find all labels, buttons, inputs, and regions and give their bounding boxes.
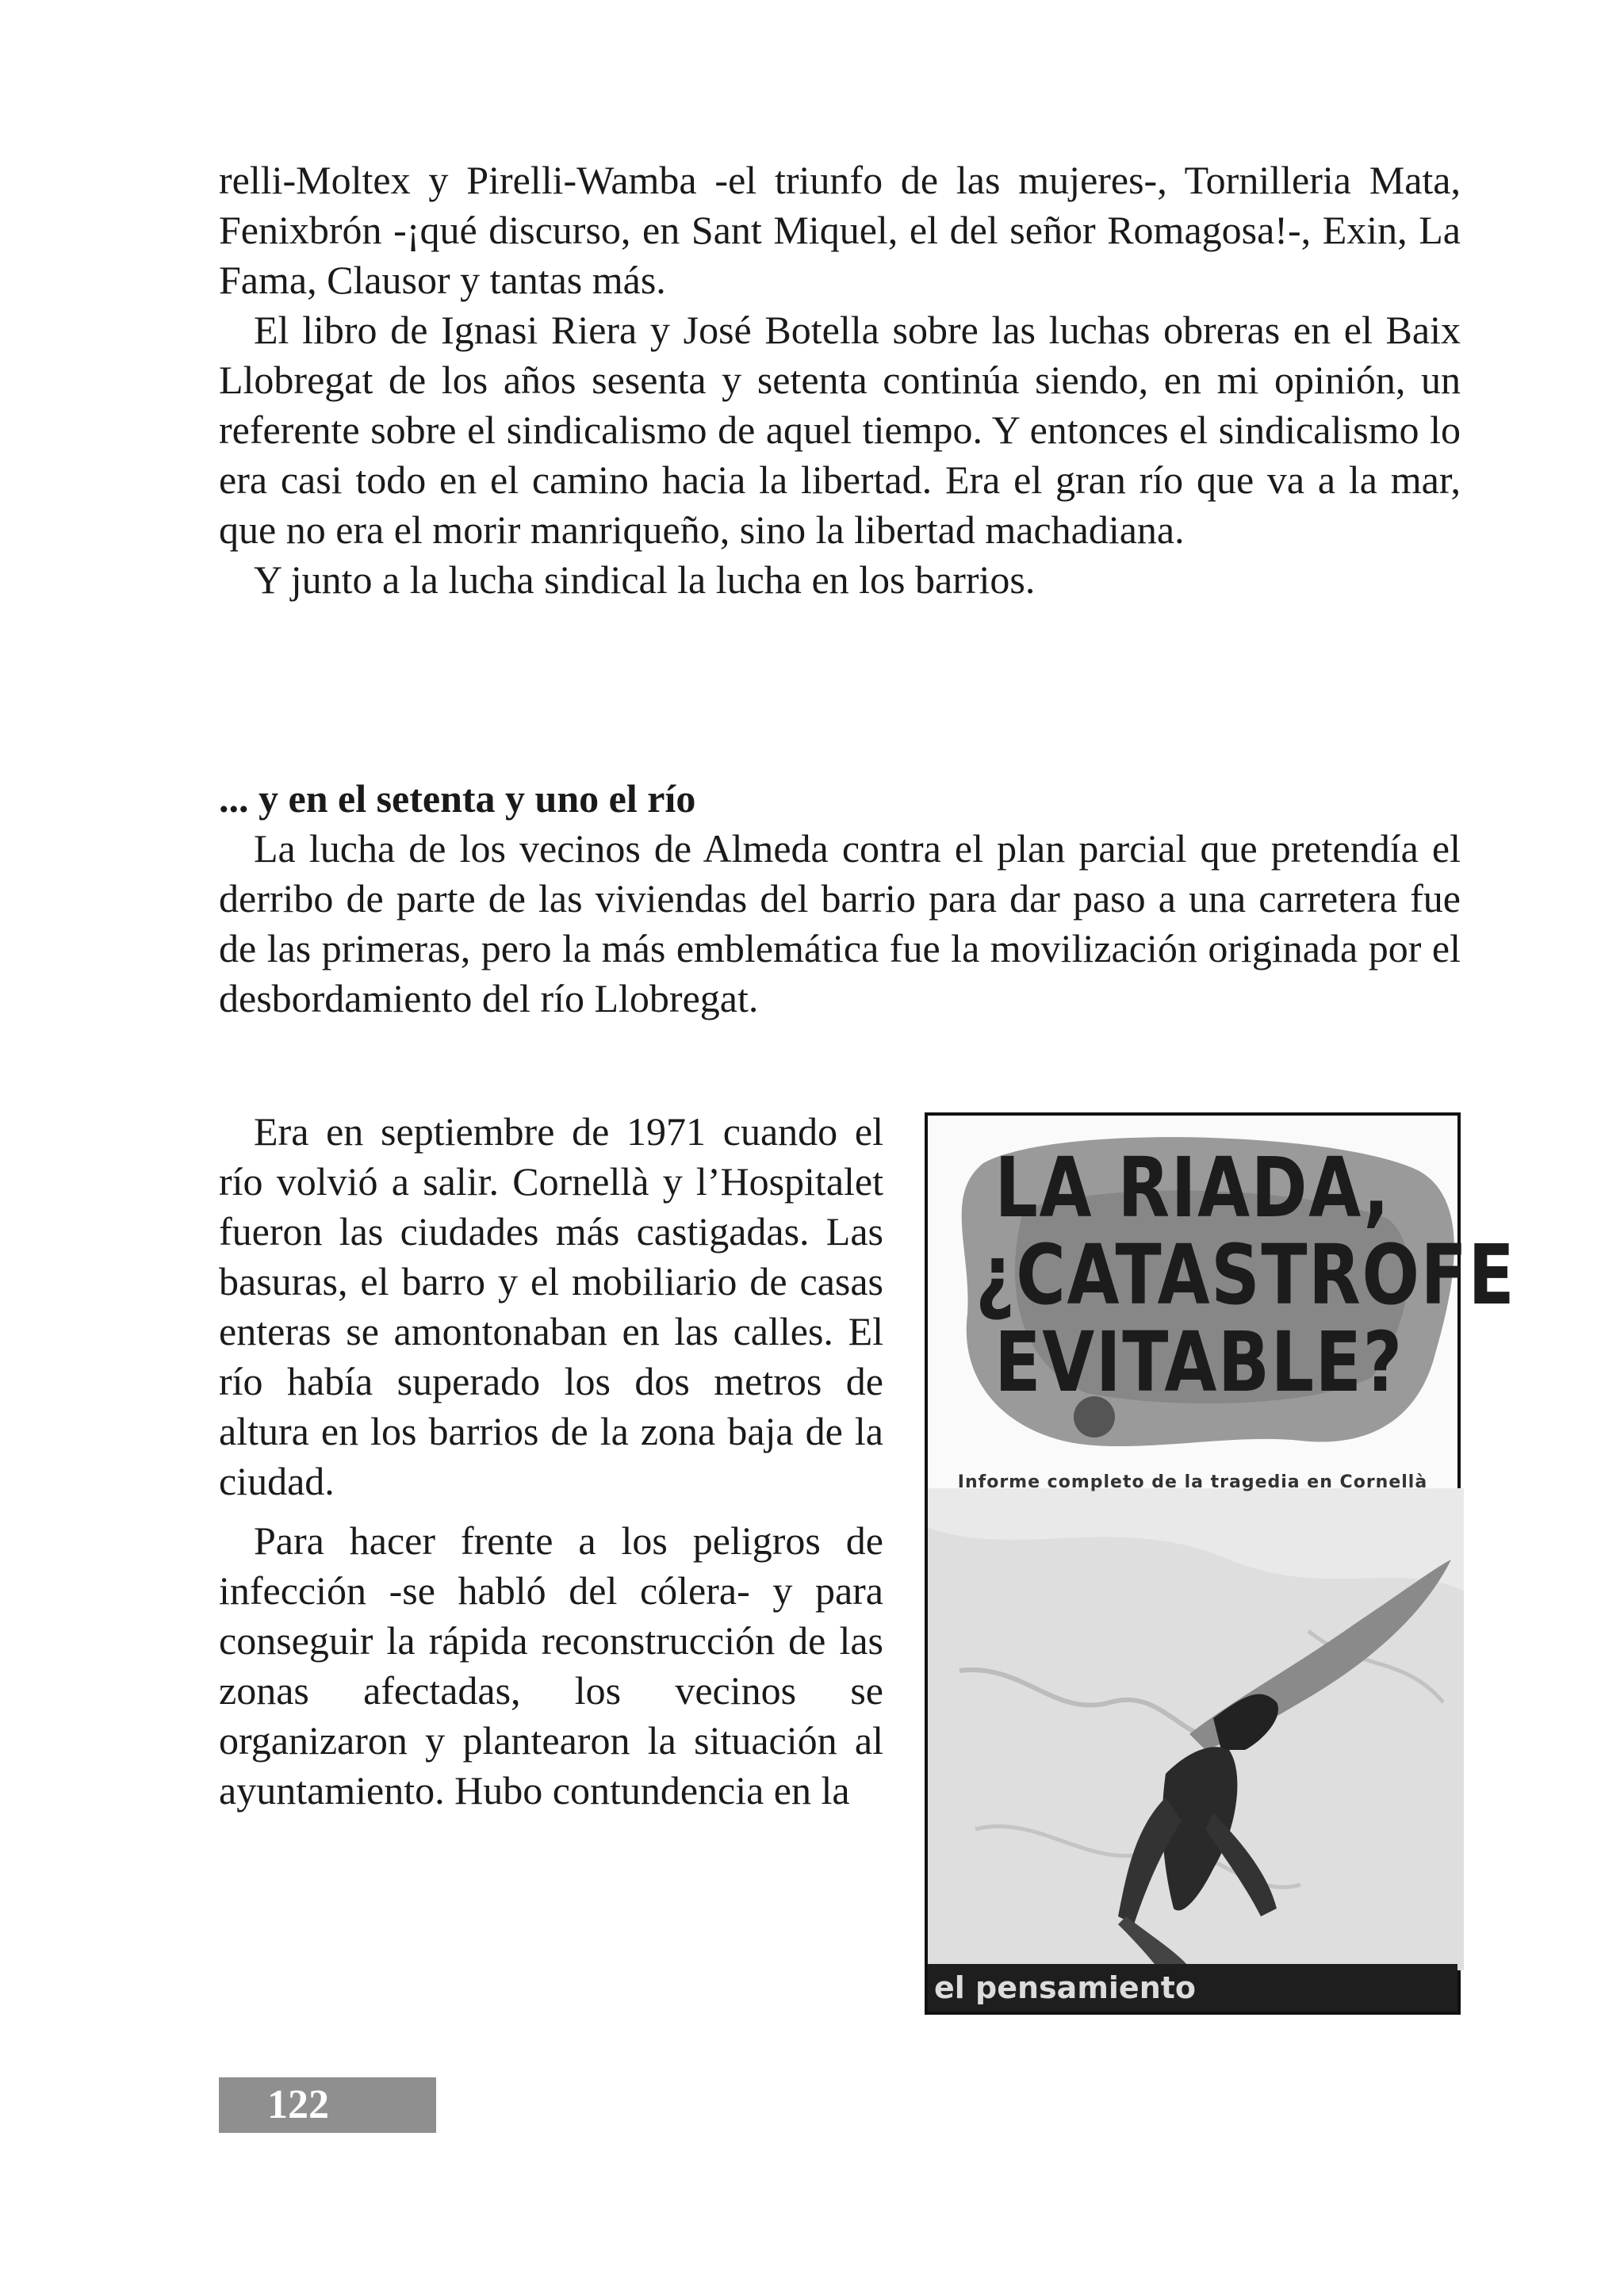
poster-title-line: ¿CATASTROFE (975, 1227, 1516, 1323)
body-text-column (219, 1107, 883, 1816)
body-text-middle (219, 824, 1461, 1024)
poster-subtitle: Informe completo de la tragedia en Cornellà (957, 1472, 1428, 1492)
poster-title-line: EVITABLE? (994, 1314, 1404, 1411)
poster-footer: el pensamiento (928, 1964, 1457, 2012)
section-heading: ... y en el setenta y uno el río (219, 776, 696, 821)
poster-image (925, 1112, 1516, 2015)
paragraph: El libro de Ignasi Riera y José Botella sobre las luchas obreras en el Baix Llobregat de los años sesenta y setenta continúa siendo, en mi opinión, un referente sobre el sindicalismo de aquel tiempo. Y entonces el sindicalismo lo era casi todo en el camino hacia la libertad. Era el gran río que va a la mar, que no era el morir manriqueño, sino la libertad machadiana. (219, 308, 1461, 552)
paragraph: La lucha de los vecinos de Almeda contra el plan parcial que pretendía el derribo de parte de las viviendas del barrio para dar paso a una carretera fue de las primeras, pero la más emblemática fue la movilización originada por el desbordamiento del río Llobregat. (219, 826, 1461, 1020)
body-text-top (219, 155, 1461, 605)
paragraph: Era en septiembre de 1971 cuando el río volvió a salir. Cornellà y l’Hospitalet fueron las ciudades más castigadas. Las basuras, el barro y el mobiliario de casas enteras se amontonaban en las calles. El río había superado los dos metros de altura en los barrios de la zona baja de la ciudad. (219, 1109, 883, 1503)
poster-title-line: LA RIADA, (994, 1139, 1391, 1236)
paragraph: Para hacer frente a los peligros de infección -se habló del cólera- y para conseguir la rápida reconstrucción de las zonas afectadas, los vecinos se organizaron y plantearon la situación al ayuntamiento. Hubo contundencia en la (219, 1518, 883, 1813)
paragraph: relli-Moltex y Pirelli-Wamba -el triunfo de las mujeres-, Tornilleria Mata, Fenixbrón -¡qué discurso, en Sant Miquel, el del señor Romagosa!-, Exin, La Fama, Clausor y tantas más. (219, 158, 1461, 302)
page-number: 122 (267, 2082, 329, 2127)
page-number-box (219, 2077, 436, 2133)
paragraph: Y junto a la lucha sindical la lucha en los barrios. (254, 557, 1036, 602)
